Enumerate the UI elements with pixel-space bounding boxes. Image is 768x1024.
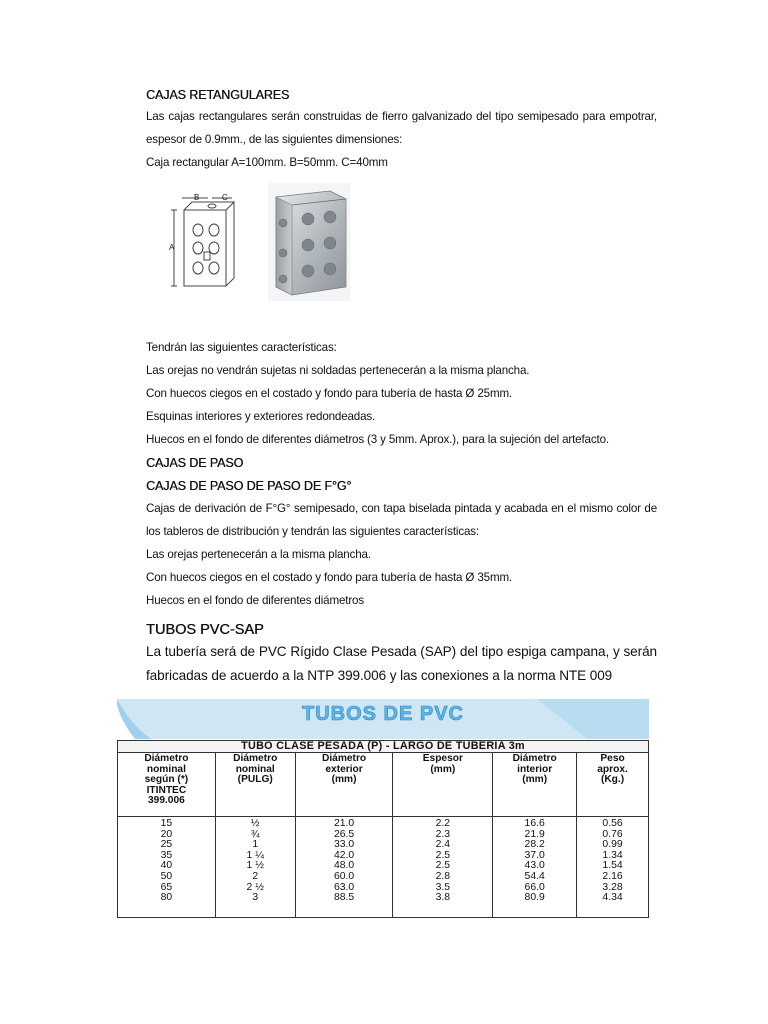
table-cell: 2.5 <box>435 860 451 872</box>
table-cell: 2.2 <box>435 818 451 829</box>
table-cell: 2.5 <box>435 849 451 861</box>
table-column-3 <box>393 817 493 918</box>
table-cell: 80.9 <box>524 892 545 904</box>
table-cell: 1 ¼ <box>246 849 264 861</box>
box-photo <box>268 183 350 301</box>
dimensions-text: Caja rectangular A=100mm. B=50mm. C=40mm <box>146 156 388 169</box>
table-cell: 65 <box>160 881 173 893</box>
cajas-paso-item: Huecos en el fondo de diferentes diámetros <box>146 594 364 607</box>
table-header-4: Diámetro interior (mm) <box>493 753 577 817</box>
table-cell: 1.34 <box>602 849 623 861</box>
section-tubos <box>146 621 657 639</box>
caracteristica-item: Huecos en el fondo de diferentes diámetros (3 y 5mm. Aprox.), para la sujeción del artefacto. <box>146 433 609 446</box>
table-cell: 3.28 <box>602 881 623 893</box>
table-cell: 1 ½ <box>246 860 264 872</box>
caracteristica-item: Esquinas interiores y exteriores redondeadas. <box>146 410 376 423</box>
table-cell: 48.0 <box>333 860 355 872</box>
table-header-3: Espesor (mm) <box>393 753 493 817</box>
table-header-1: Diámetro nominal (PULG) <box>215 753 295 817</box>
table-cell: 0.56 <box>602 818 623 829</box>
table-cell: 3 <box>252 892 259 904</box>
table-cell: 66.0 <box>524 881 545 893</box>
table-cell: 42.0 <box>333 849 355 861</box>
table-cell: 33.0 <box>333 839 355 851</box>
table-cell: 0.99 <box>602 839 623 851</box>
table-cell: 4.34 <box>602 892 623 904</box>
table-cell: 1 <box>252 839 259 851</box>
label-a: A <box>169 243 175 252</box>
caracteristica-item: Con huecos ciegos en el costado y fondo para tubería de hasta Ø 25mm. <box>146 387 513 400</box>
paragraph-cajas-rectangulares: Las cajas rectangulares serán construidas de fierro galvanizado del tipo semipesado para empotrar, espesor de 0.9mm., de las siguientes dimensiones: <box>146 110 657 146</box>
table-cell: 2 ½ <box>246 881 264 893</box>
table-cell: 40 <box>160 860 173 872</box>
heading-cajas-paso: CAJAS DE PASO <box>146 456 244 470</box>
pvc-table-image <box>117 699 649 919</box>
table-cell: 26.5 <box>333 828 355 840</box>
paragraph-cajas-paso: Cajas de derivación de F°G° semipesado, con tapa biselada pintada y acabada en el mismo color de los tableros de distribución y tendrán las siguientes características: <box>146 502 657 538</box>
heading-cajas-paso-fg: CAJAS DE PASO DE PASO DE F°G° <box>146 479 352 493</box>
table-cell: 21.9 <box>524 828 545 840</box>
box-line-drawing <box>168 190 256 292</box>
table-header-5: Peso aprox. (Kg.) <box>577 753 649 817</box>
cajas-paso-item: Con huecos ciegos en el costado y fondo para tubería de hasta Ø 35mm. <box>146 571 513 584</box>
table-cell: 3.5 <box>435 881 451 893</box>
paragraph-tubos: La tubería será de PVC Rígido Clase Pesada (SAP) del tipo espiga campana, y serán fabricadas de acuerdo a la NTP 399.006 y las conexiones a la norma NTE 009 <box>146 644 657 683</box>
table-cell: ¾ <box>250 828 260 840</box>
table-header-0: Diámetro nominal según (*) ITINTEC 399.006 <box>118 753 216 817</box>
table-cell: 20 <box>160 828 173 840</box>
label-b: B <box>194 193 200 202</box>
table-column-5 <box>577 817 649 918</box>
table-cell: 16.6 <box>524 818 545 829</box>
label-c: C <box>222 193 228 202</box>
table-cell: 1.54 <box>602 860 623 872</box>
table-cell: 43.0 <box>524 860 545 872</box>
table-cell: 2.8 <box>435 870 451 882</box>
table-cell: 2 <box>252 870 259 882</box>
table-cell: 25 <box>160 839 173 851</box>
table-cell: 15 <box>160 818 173 829</box>
table-column-0 <box>118 817 216 918</box>
section-cajas-paso <box>146 455 657 471</box>
dimensions-wrap <box>146 151 657 174</box>
banner-title: TUBOS DE PVC <box>301 703 465 725</box>
table-column-1 <box>215 817 295 918</box>
table-cell: 2.3 <box>435 828 451 840</box>
table-cell: 50 <box>160 870 173 882</box>
table-title: TUBO CLASE PESADA (P) - LARGO DE TUBERIA 3m <box>118 741 649 753</box>
heading-cajas-rectangulares: CAJAS RETANGULARES <box>146 88 290 102</box>
table-column-2 <box>295 817 393 918</box>
caracteristicas-intro: Tendrán las siguientes características: <box>146 341 337 354</box>
tubos-body <box>146 640 657 688</box>
table-cell: 35 <box>160 849 173 861</box>
table-cell: 2.16 <box>602 870 623 882</box>
table-cell: 60.0 <box>333 870 355 882</box>
section-caracteristicas <box>146 336 657 451</box>
table-header-2: Diámetro exterior (mm) <box>295 753 393 817</box>
table-cell: 54.4 <box>524 870 545 882</box>
pvc-table <box>117 740 649 918</box>
table-cell: 2.4 <box>435 839 451 851</box>
heading-tubos: TUBOS PVC-SAP <box>146 622 264 638</box>
paragraph-wrap <box>146 105 657 151</box>
table-column-4 <box>493 817 577 918</box>
section-cajas-rectangulares <box>146 87 657 103</box>
table-cell: 88.5 <box>333 892 355 904</box>
table-cell: ½ <box>250 818 260 829</box>
table-cell: 0.76 <box>602 828 623 840</box>
heading2-wrap <box>146 478 657 494</box>
caracteristica-item: Las orejas no vendrán sujetas ni soldadas pertenecerán a la misma plancha. <box>146 364 530 377</box>
table-cell: 28.2 <box>524 839 545 851</box>
cajas-paso-body <box>146 497 657 612</box>
table-cell: 37.0 <box>524 849 545 861</box>
table-cell: 80 <box>160 892 173 904</box>
table-cell: 3.8 <box>435 892 451 904</box>
table-cell: 21.0 <box>333 818 355 829</box>
table-cell: 63.0 <box>333 881 355 893</box>
cajas-paso-item: Las orejas pertenecerán a la misma plancha. <box>146 548 371 561</box>
